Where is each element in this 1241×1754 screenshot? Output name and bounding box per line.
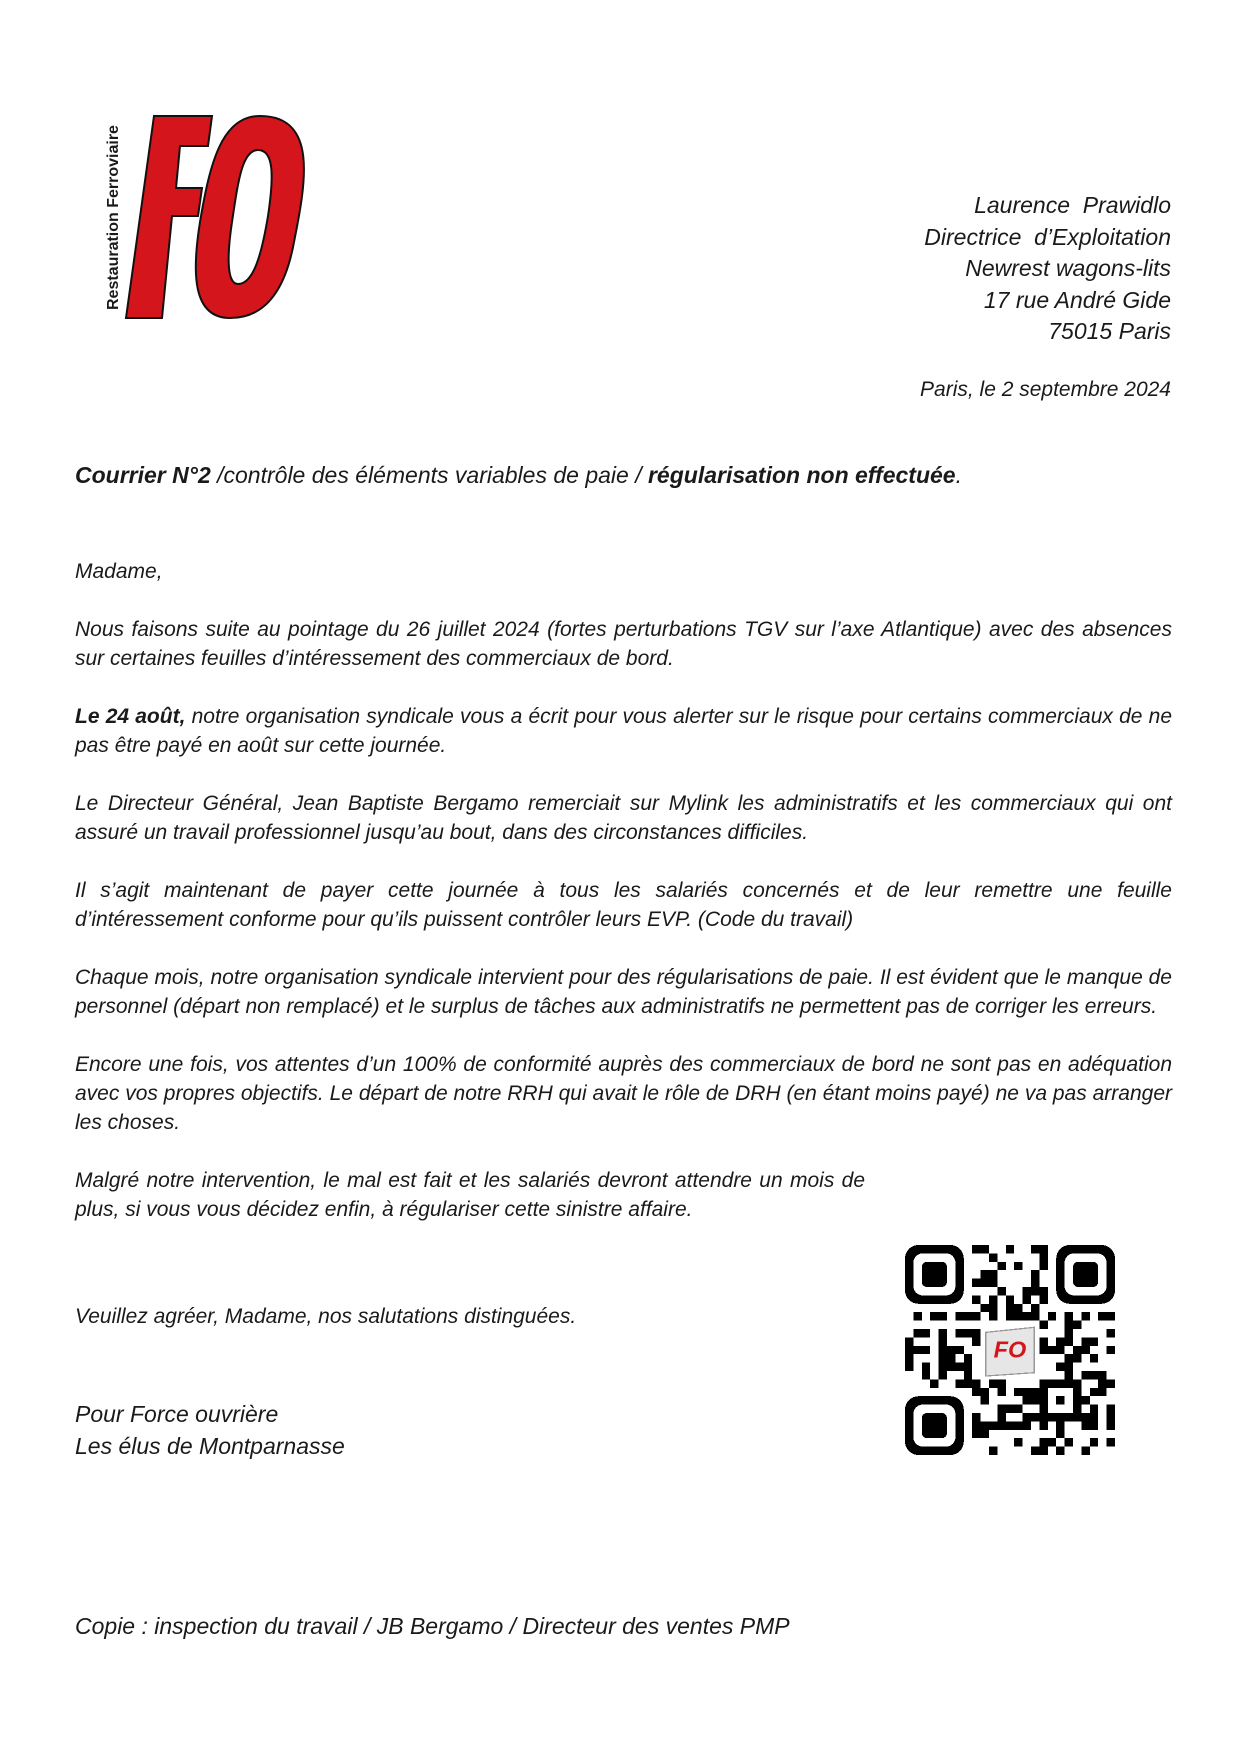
qr-module <box>997 1379 1005 1387</box>
paragraph-5: Chaque mois, notre organisation syndicale intervient pour des régularisations de paie. Il est évident que le manque de personnel (départ non remplacé) et le surplus de tâches aux administratifs ne permettent pas de corriger les erreurs. <box>75 966 1172 1018</box>
qr-module <box>913 1329 921 1337</box>
qr-module <box>939 1363 947 1371</box>
letter-subject <box>75 462 962 489</box>
letter-body <box>75 557 1172 1253</box>
qr-module <box>1081 1337 1089 1345</box>
qr-module <box>1031 1413 1039 1421</box>
qr-module <box>1056 1421 1064 1429</box>
qr-module <box>1031 1312 1039 1320</box>
qr-module <box>1014 1262 1022 1270</box>
qr-module <box>955 1363 963 1371</box>
signature-line-2: Les élus de Montparnasse <box>75 1433 345 1459</box>
recipient-name: Laurence Prawidlo <box>974 192 1171 218</box>
paragraph-6: Encore une fois, vos attentes d’un 100% de conformité auprès des commerciaux de bord ne sont pas en adéquation avec vos propres objectifs. Le départ de notre RRH qui avait le rôle de DRH (en étant moins payé) ne va pas arranger les choses. <box>75 1053 1172 1134</box>
qr-module <box>1023 1287 1031 1295</box>
qr-module <box>989 1279 997 1287</box>
qr-module <box>1073 1321 1081 1329</box>
qr-module <box>1006 1312 1014 1320</box>
qr-module <box>972 1379 980 1387</box>
qr-module <box>1107 1438 1115 1446</box>
recipient-city: 75015 Paris <box>1048 318 1171 344</box>
signature <box>75 1398 345 1462</box>
paragraph-3: Le Directeur Général, Jean Baptiste Bergamo remerciait sur Mylink les administratifs et les commerciaux qui ont assuré un travail professionnel jusqu’au bout, dans des circonstances difficiles. <box>75 792 1172 844</box>
qr-module <box>1107 1379 1115 1387</box>
qr-module <box>972 1421 980 1429</box>
qr-module <box>1023 1388 1031 1396</box>
qr-module <box>1090 1405 1098 1413</box>
qr-module <box>1039 1447 1047 1455</box>
qr-module <box>913 1346 921 1354</box>
qr-module <box>1014 1405 1022 1413</box>
qr-module <box>1065 1312 1073 1320</box>
qr-module <box>981 1430 989 1438</box>
qr-module <box>1031 1270 1039 1278</box>
qr-module <box>1065 1337 1073 1345</box>
fo-logo-side-text: Restauration Ferroviaire <box>105 125 122 310</box>
qr-module <box>997 1421 1005 1429</box>
qr-finder-top-right <box>1056 1245 1115 1304</box>
qr-module <box>1031 1396 1039 1404</box>
qr-module <box>1081 1396 1089 1404</box>
subject-prefix: Courrier N°2 <box>75 462 211 488</box>
paragraph-2-date: Le 24 août, <box>75 705 186 728</box>
qr-module <box>939 1329 947 1337</box>
qr-module <box>1006 1245 1014 1253</box>
qr-module <box>989 1253 997 1261</box>
qr-module <box>972 1388 980 1396</box>
qr-module <box>1065 1438 1073 1446</box>
qr-module <box>1081 1421 1089 1429</box>
qr-code[interactable] <box>905 1245 1115 1455</box>
qr-module <box>1090 1371 1098 1379</box>
qr-module <box>1023 1421 1031 1429</box>
qr-module <box>989 1295 997 1303</box>
qr-alignment <box>1056 1396 1064 1404</box>
qr-module <box>947 1363 955 1371</box>
qr-module <box>989 1447 997 1455</box>
qr-module <box>1090 1438 1098 1446</box>
signature-line-1: Pour Force ouvrière <box>75 1401 279 1427</box>
copy-recipients: Copie : inspection du travail / JB Bergamo / Directeur des ventes PMP <box>75 1613 790 1639</box>
qr-module <box>1107 1329 1115 1337</box>
qr-module <box>1031 1447 1039 1455</box>
qr-module <box>905 1363 913 1371</box>
qr-module <box>964 1379 972 1387</box>
qr-module <box>1039 1262 1047 1270</box>
paragraph-4: Il s’agit maintenant de payer cette journée à tous les salariés concernés et de leur remettre une feuille d’intéressement conforme pour qu’ils puissent contrôler leurs EVP. (Code du travail) <box>75 879 1172 931</box>
qr-module <box>1081 1413 1089 1421</box>
qr-module <box>1090 1421 1098 1429</box>
qr-module <box>981 1245 989 1253</box>
qr-code-graphic <box>905 1245 1115 1455</box>
qr-module <box>930 1312 938 1320</box>
qr-module <box>989 1304 997 1312</box>
qr-module <box>997 1287 1005 1295</box>
qr-module <box>913 1312 921 1320</box>
qr-module <box>1073 1346 1081 1354</box>
qr-module <box>1039 1295 1047 1303</box>
qr-module <box>1031 1388 1039 1396</box>
qr-module <box>1098 1388 1106 1396</box>
qr-module <box>955 1312 963 1320</box>
qr-module <box>1090 1413 1098 1421</box>
qr-finder-bottom-left <box>905 1396 964 1455</box>
qr-module <box>1006 1421 1014 1429</box>
qr-module <box>964 1312 972 1320</box>
qr-module <box>1065 1329 1073 1337</box>
qr-module <box>1006 1405 1014 1413</box>
qr-module <box>972 1245 980 1253</box>
fo-logo-o <box>196 116 304 318</box>
qr-module <box>989 1270 997 1278</box>
recipient-street: 17 rue André Gide <box>983 286 1171 313</box>
qr-module <box>905 1354 913 1362</box>
closing-formula: Veuillez agréer, Madame, nos salutations distinguées. <box>75 1305 577 1328</box>
qr-center-logo <box>981 1321 1040 1380</box>
qr-module <box>1014 1304 1022 1312</box>
qr-module <box>939 1354 947 1362</box>
qr-module <box>1056 1363 1064 1371</box>
qr-module <box>947 1354 955 1362</box>
qr-module <box>1014 1312 1022 1320</box>
qr-module <box>1039 1438 1047 1446</box>
qr-module <box>1081 1312 1089 1320</box>
qr-module <box>1006 1304 1014 1312</box>
recipient-address <box>924 190 1171 348</box>
qr-module <box>1107 1413 1115 1421</box>
qr-module <box>1006 1295 1014 1303</box>
qr-module <box>1023 1295 1031 1303</box>
qr-module <box>905 1346 913 1354</box>
qr-module <box>1090 1388 1098 1396</box>
qr-module <box>997 1262 1005 1270</box>
qr-module <box>939 1346 947 1354</box>
qr-module <box>955 1329 963 1337</box>
qr-module <box>947 1346 955 1354</box>
qr-module <box>997 1405 1005 1413</box>
qr-module <box>964 1354 972 1362</box>
qr-module <box>1056 1430 1064 1438</box>
fo-logo <box>92 112 342 322</box>
qr-module <box>905 1337 913 1345</box>
qr-module <box>1039 1421 1047 1429</box>
subject-middle: /contrôle des éléments variables de paie / <box>210 462 648 488</box>
qr-module <box>972 1312 980 1320</box>
qr-module <box>1056 1337 1064 1345</box>
qr-module <box>972 1413 980 1421</box>
qr-module <box>989 1312 997 1320</box>
subject-end: . <box>955 462 962 488</box>
qr-module <box>1098 1312 1106 1320</box>
qr-module <box>1056 1447 1064 1455</box>
qr-module <box>1039 1321 1047 1329</box>
paragraph-2 <box>75 702 1172 760</box>
recipient-title: Directrice d’Exploitation <box>924 223 1171 250</box>
qr-module <box>1031 1279 1039 1287</box>
qr-module <box>972 1295 980 1303</box>
qr-module <box>1090 1337 1098 1345</box>
qr-module <box>1023 1396 1031 1404</box>
qr-module <box>989 1379 997 1387</box>
qr-module <box>1098 1371 1106 1379</box>
qr-module <box>1023 1413 1031 1421</box>
qr-finder-top-left <box>905 1245 964 1304</box>
qr-module <box>922 1371 930 1379</box>
qr-module <box>972 1279 980 1287</box>
qr-center-logo-text: FO <box>993 1336 1027 1363</box>
qr-module <box>1039 1245 1047 1253</box>
qr-module <box>1048 1346 1056 1354</box>
qr-module <box>1073 1354 1081 1362</box>
paragraph-1: Nous faisons suite au pointage du 26 juillet 2024 (fortes perturbations TGV sur l’axe Atlantique) avec des absences sur certaines feuilles d’intéressement des commerciaux de bord. <box>75 618 1172 670</box>
qr-module <box>955 1346 963 1354</box>
qr-module <box>1023 1312 1031 1320</box>
qr-module <box>922 1329 930 1337</box>
qr-module <box>1081 1371 1089 1379</box>
qr-module <box>1107 1312 1115 1320</box>
qr-module <box>981 1304 989 1312</box>
qr-module <box>1014 1421 1022 1429</box>
qr-module <box>1039 1287 1047 1295</box>
fo-logo-graphic <box>92 112 342 322</box>
letter-date: Paris, le 2 septembre 2024 <box>920 378 1171 401</box>
qr-module <box>989 1421 997 1429</box>
qr-module <box>1065 1363 1073 1371</box>
qr-module <box>964 1329 972 1337</box>
qr-module <box>1048 1438 1056 1446</box>
qr-module <box>964 1363 972 1371</box>
qr-module <box>1048 1312 1056 1320</box>
qr-module <box>1090 1354 1098 1362</box>
qr-module <box>964 1371 972 1379</box>
qr-module <box>997 1413 1005 1421</box>
qr-module <box>981 1270 989 1278</box>
qr-module <box>955 1379 963 1387</box>
qr-module <box>930 1379 938 1387</box>
qr-module <box>981 1279 989 1287</box>
qr-module <box>1107 1421 1115 1429</box>
qr-module <box>1031 1245 1039 1253</box>
qr-module <box>1039 1253 1047 1261</box>
recipient-company: Newrest wagons-lits <box>965 255 1171 281</box>
qr-module <box>922 1346 930 1354</box>
qr-module <box>981 1388 989 1396</box>
qr-module <box>1107 1346 1115 1354</box>
qr-module <box>1065 1371 1073 1379</box>
qr-module <box>1107 1405 1115 1413</box>
paragraph-7: Malgré notre intervention, le mal est fait et les salariés devront attendre un mois de plus, si vous vous décidez enfin, à régulariser cette sinistre affaire. <box>75 1169 865 1221</box>
qr-module <box>972 1430 980 1438</box>
qr-module <box>1081 1447 1089 1455</box>
qr-module <box>1098 1379 1106 1387</box>
qr-module <box>1039 1337 1047 1345</box>
qr-module <box>997 1388 1005 1396</box>
qr-module <box>1056 1346 1064 1354</box>
qr-module <box>981 1396 989 1404</box>
qr-module <box>1065 1321 1073 1329</box>
qr-module <box>939 1371 947 1379</box>
qr-module <box>1014 1438 1022 1446</box>
qr-module <box>972 1337 980 1345</box>
qr-module <box>1014 1388 1022 1396</box>
subject-suffix: régularisation non effectuée <box>647 462 956 488</box>
qr-module <box>981 1421 989 1429</box>
qr-module <box>939 1337 947 1345</box>
salutation: Madame, <box>75 560 163 583</box>
qr-module <box>1031 1287 1039 1295</box>
paragraph-2-text: notre organisation syndicale vous a écrit pour vous alerter sur le risque pour certains commerciaux de ne pas être payé en août sur cette journée. <box>75 705 1172 757</box>
qr-module <box>1039 1346 1047 1354</box>
qr-module <box>1065 1354 1073 1362</box>
qr-module <box>939 1312 947 1320</box>
qr-module <box>1031 1304 1039 1312</box>
qr-module <box>972 1329 980 1337</box>
qr-module <box>922 1363 930 1371</box>
qr-module <box>1081 1346 1089 1354</box>
